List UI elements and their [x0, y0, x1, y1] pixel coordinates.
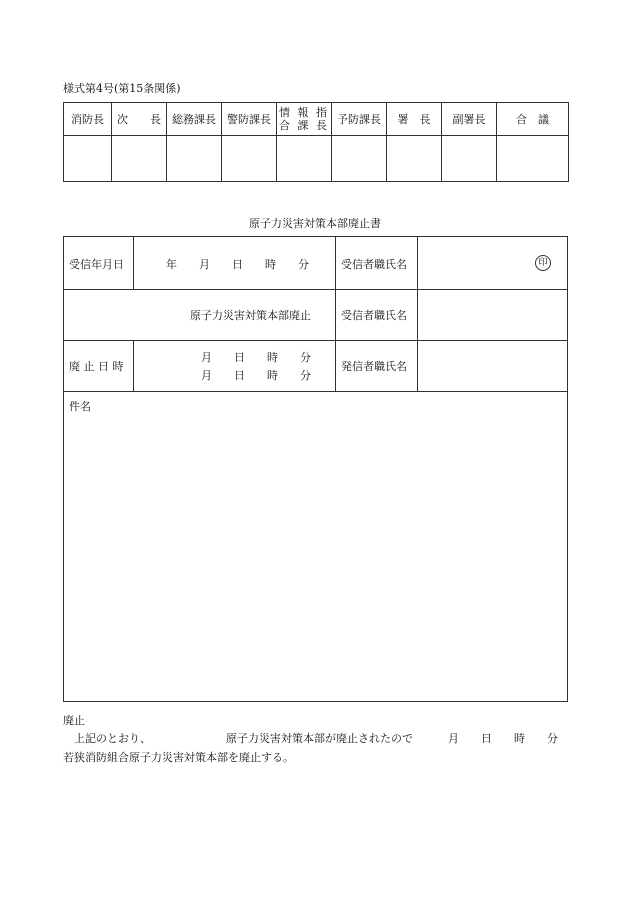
seal-mark: 印 [535, 255, 551, 271]
sender-name-label: 発信者職氏名 [341, 360, 407, 373]
stamp-cell[interactable] [112, 136, 167, 182]
abolition-datetime-label: 廃 止 日 時 [69, 360, 124, 373]
stamp-cell[interactable] [497, 136, 569, 182]
received-date-label: 受信年月日 [69, 258, 124, 271]
document-title: 原子力災害対策本部廃止書 [249, 217, 381, 230]
subject-label: 件名 [69, 400, 91, 413]
abolition-datetime-field-1[interactable]: 月 日 時 分 [201, 351, 311, 364]
received-datetime-field[interactable]: 年 月 日 時 分 [166, 258, 309, 271]
approval-table [63, 102, 569, 182]
stamp-cell[interactable] [332, 136, 387, 182]
stamp-cell[interactable] [167, 136, 222, 182]
row-divider [64, 391, 567, 392]
footer-heading: 廃止 [63, 714, 85, 727]
stamp-cell[interactable] [277, 136, 332, 182]
header-fire-chief: 消防長 [64, 103, 112, 136]
stamp-cell[interactable] [442, 136, 497, 182]
footer-datetime: 月 日 時 分 [448, 732, 558, 745]
stamp-cell[interactable] [222, 136, 277, 182]
stamp-cell[interactable] [64, 136, 112, 182]
col-divider [133, 340, 134, 391]
header-fire-defense-chief: 警防課長 [222, 103, 277, 136]
col-divider [417, 237, 418, 391]
header-deputy-station-chief: 副署長 [442, 103, 497, 136]
footer-text-part-2: 原子力災害対策本部が廃止されたので [226, 732, 413, 745]
footer-text-line-2: 若狭消防組合原子力災害対策本部を廃止する。 [63, 751, 294, 764]
header-prevention-chief: 予防課長 [332, 103, 387, 136]
row-divider [64, 289, 567, 290]
abolition-form [63, 236, 568, 702]
header-deputy-chief: 次 長 [112, 103, 167, 136]
abolition-label: 原子力災害対策本部廃止 [190, 309, 311, 322]
col-divider [133, 237, 134, 289]
header-general-affairs-chief: 総務課長 [167, 103, 222, 136]
header-station-chief: 署 長 [387, 103, 442, 136]
header-consultation: 合 議 [497, 103, 569, 136]
row-divider [64, 340, 567, 341]
form-number-label: 様式第4号(第15条関係) [63, 82, 181, 95]
header-info-command-chief: 情 報 指 合 課 長 [277, 103, 332, 136]
receiver-name-label: 受信者職氏名 [341, 258, 407, 271]
stamp-cell[interactable] [387, 136, 442, 182]
abolition-datetime-field-2[interactable]: 月 日 時 分 [201, 369, 311, 382]
receiver-name-label: 受信者職氏名 [341, 309, 407, 322]
footer-text-part-1: 上記のとおり、 [74, 732, 151, 745]
col-divider [335, 237, 336, 391]
